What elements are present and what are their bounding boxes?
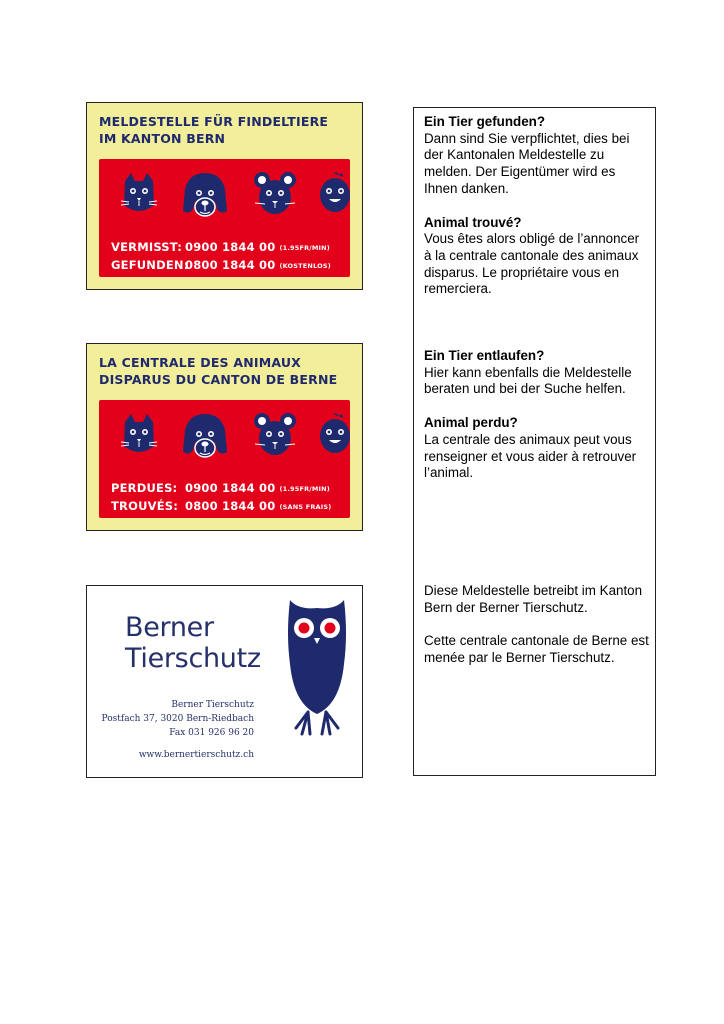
section-operator (424, 583, 649, 667)
hotline-label: GEFUNDEN: (111, 258, 189, 272)
heading-lost-de: Ein Tier entlaufen? (424, 348, 545, 363)
text-found-de: Dann sind Sie verpflichtet, dies bei der Kantonalen Meldestelle zu melden. Der Eigentümer wird es Ihnen danken. (424, 130, 630, 196)
price-note: (SANS FRAIS) (279, 503, 332, 511)
bird-icon (317, 412, 353, 458)
animal-icons (107, 171, 342, 231)
hotline-label: PERDUES: (111, 481, 178, 495)
cat-icon (121, 171, 157, 219)
text-operator-fr: Cette centrale cantonale de Berne est menée par le Berner Tierschutz. (424, 633, 649, 666)
dog-icon (181, 412, 229, 462)
text-lost-fr: La centrale des animaux peut vous renseigner et vous aider à retrouver l’animal. (424, 431, 637, 481)
logo-wordmark (125, 612, 261, 674)
card-findeltiere-de (86, 102, 363, 290)
text-lost-de: Hier kann ebenfalls die Meldestelle beraten und bei der Suche helfen. (424, 364, 632, 397)
title-line-1: MELDESTELLE FÜR FINDELTIERE (99, 114, 329, 129)
logo-line-1: Berner (125, 612, 214, 643)
text-operator-de: Diese Meldestelle betreibt im Kanton Bern der Berner Tierschutz. (424, 583, 643, 615)
card-animaux-fr (86, 343, 363, 531)
phone-number: 0800 1844 00 (185, 499, 276, 513)
hotline-label: TROUVÉS: (111, 499, 179, 513)
address-line: Postfach 37, 3020 Bern-Riedbach (101, 714, 254, 724)
heading-found-de: Ein Tier gefunden? (424, 114, 546, 129)
card-title (99, 113, 354, 147)
fax-line: Fax 031 926 96 20 (169, 728, 254, 738)
logo-line-2: Tierschutz (125, 643, 261, 674)
title-line-1: LA CENTRALE DES ANIMAUX (99, 355, 302, 370)
mouse-icon (253, 412, 297, 458)
website-link[interactable]: www.bernertierschutz.ch (138, 750, 254, 760)
phone-number: 0800 1844 00 (185, 258, 276, 272)
hotline-trouves (111, 499, 346, 513)
dog-icon (181, 171, 229, 221)
price-note: (1.95FR/MIN) (279, 485, 330, 493)
section-found (424, 114, 649, 298)
title-line-2: DISPARUS DU CANTON DE BERNE (99, 372, 338, 387)
title-line-2: IM KANTON BERN (99, 131, 226, 146)
card-title (99, 354, 354, 388)
address-line: Berner Tierschutz (171, 700, 254, 710)
info-textbox (413, 107, 656, 776)
mouse-icon (253, 171, 297, 217)
hotline-panel (99, 400, 350, 518)
hotline-perdues (111, 481, 346, 495)
owl-icon (284, 594, 350, 744)
hotline-vermisst (111, 240, 346, 254)
text-found-fr: Vous êtes alors obligé de l’annoncer à la centrale cantonale des animaux disparus. Le propriétaire vous en remerciera. (424, 231, 640, 297)
heading-lost-fr: Animal perdu? (424, 415, 518, 431)
price-note: (1.95FR/MIN) (279, 244, 330, 252)
heading-found-fr: Animal trouvé? (424, 214, 522, 230)
animal-icons (107, 412, 342, 472)
phone-number: 0900 1844 00 (185, 240, 276, 254)
cat-icon (121, 412, 157, 460)
hotline-label: VERMISST: (111, 240, 182, 254)
hotline-gefunden (111, 258, 346, 272)
berner-tierschutz-card (86, 585, 363, 778)
section-lost (424, 348, 649, 482)
phone-number: 0900 1844 00 (185, 481, 276, 495)
price-note: (KOSTENLOS) (279, 262, 331, 270)
hotline-panel (99, 159, 350, 277)
address-block (102, 698, 254, 740)
bird-icon (317, 171, 353, 217)
